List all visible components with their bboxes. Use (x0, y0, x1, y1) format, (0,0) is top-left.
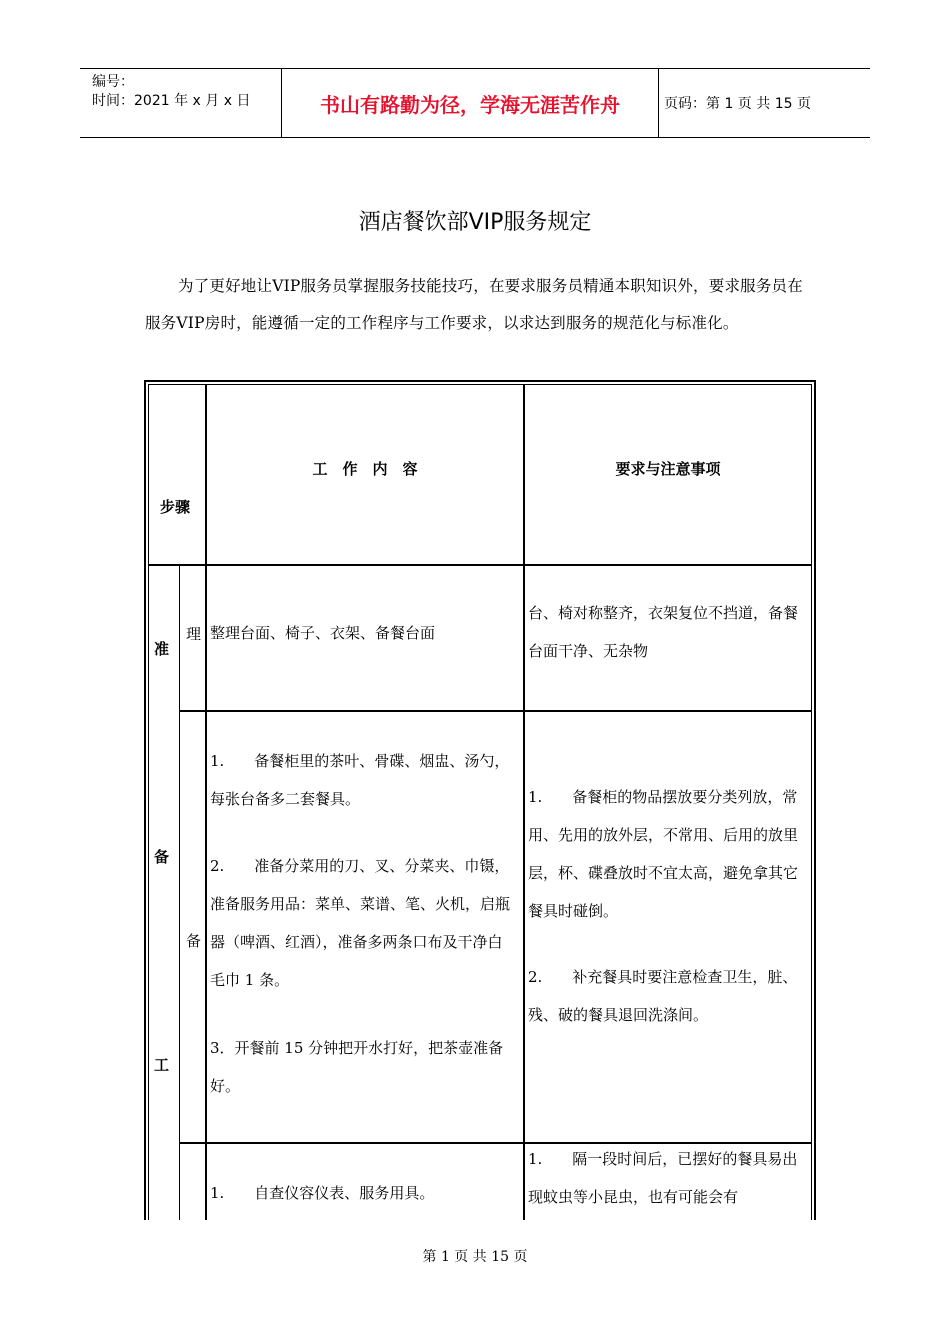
header-step: 步骤 (160, 498, 191, 516)
table-border (814, 380, 816, 1220)
notes-item: 2. 补充餐具时要注意检查卫生，脏、残、破的餐具退回洗涤间。 (528, 968, 798, 1024)
page-header (80, 68, 870, 138)
table-border (148, 384, 149, 1220)
page-footer: 第 1 页 共 15 页 (422, 1249, 528, 1265)
header-meta (92, 73, 250, 111)
content-item: 1. 备餐柜里的茶叶、骨碟、烟盅、汤勺，每张台备多二套餐具。 (210, 752, 510, 808)
row-line (179, 710, 812, 712)
column-line (523, 384, 525, 1220)
content-item: 3．开餐前 15 分钟把开水打好，把茶壶准备好。 (210, 1039, 504, 1095)
table-border (144, 380, 816, 382)
notes-item: 1. 备餐柜的物品摆放要分类列放，常用、先用的放外层，不常用、后用的放里层，杯、碟叠放时不宜太高，避免拿其它餐具时碰倒。 (528, 788, 799, 920)
phase-char: 工 (154, 1056, 170, 1074)
phase-char: 备 (154, 848, 170, 866)
header-page-info: 页码：第 1 页 共 15 页 (664, 96, 811, 112)
notes-item: 1. 隔一段时间后，已摆好的餐具易出现蚊虫等小昆虫，也有可能会有 (528, 1150, 798, 1206)
number-label: 编号： (92, 74, 134, 90)
document-title: 酒店餐饮部VIP服务规定 (358, 210, 592, 235)
table-border (148, 384, 812, 385)
column-line (205, 566, 207, 1220)
column-line (205, 384, 207, 568)
notes-item: 台、椅对称整齐，衣架复位不挡道，备餐台面干净、无杂物 (528, 604, 799, 660)
content-item: 1. 自查仪容仪表、服务用具。 (210, 1184, 435, 1202)
sub-step-label: 理 (186, 625, 202, 643)
row-line (148, 564, 812, 566)
content-item: 整理台面、椅子、衣架、备餐台面 (210, 624, 436, 642)
header-divider (658, 69, 659, 137)
phase-char: 准 (154, 640, 170, 658)
service-table (144, 380, 816, 1220)
table-border (144, 380, 146, 1220)
column-line (179, 566, 180, 1220)
date-line: 时间：2021 年 x 月 x 日 (92, 93, 251, 109)
content-item: 2. 准备分菜用的刀、叉、分菜夹、巾镊，准备服务用品：菜单、菜谱、笔、火机，启瓶器（啤酒、红酒），准备多两条口布及干净白毛巾 1 条。 (210, 857, 511, 989)
header-slogan: 书山有路勤为径，学海无涯苦作舟 (320, 92, 620, 117)
sub-step-label: 备 (186, 932, 202, 950)
table-border (811, 384, 812, 1220)
intro-paragraph: 为了更好地让VIP服务员掌握服务技能技巧，在要求服务员精通本职知识外，要求服务员在服务VIP房时，能遵循一定的工作程序与工作要求，以求达到服务的规范化与标准化。 (145, 277, 803, 332)
header-notes: 要求与注意事项 (615, 460, 721, 478)
header-content: 工 作 内 容 (312, 460, 418, 478)
